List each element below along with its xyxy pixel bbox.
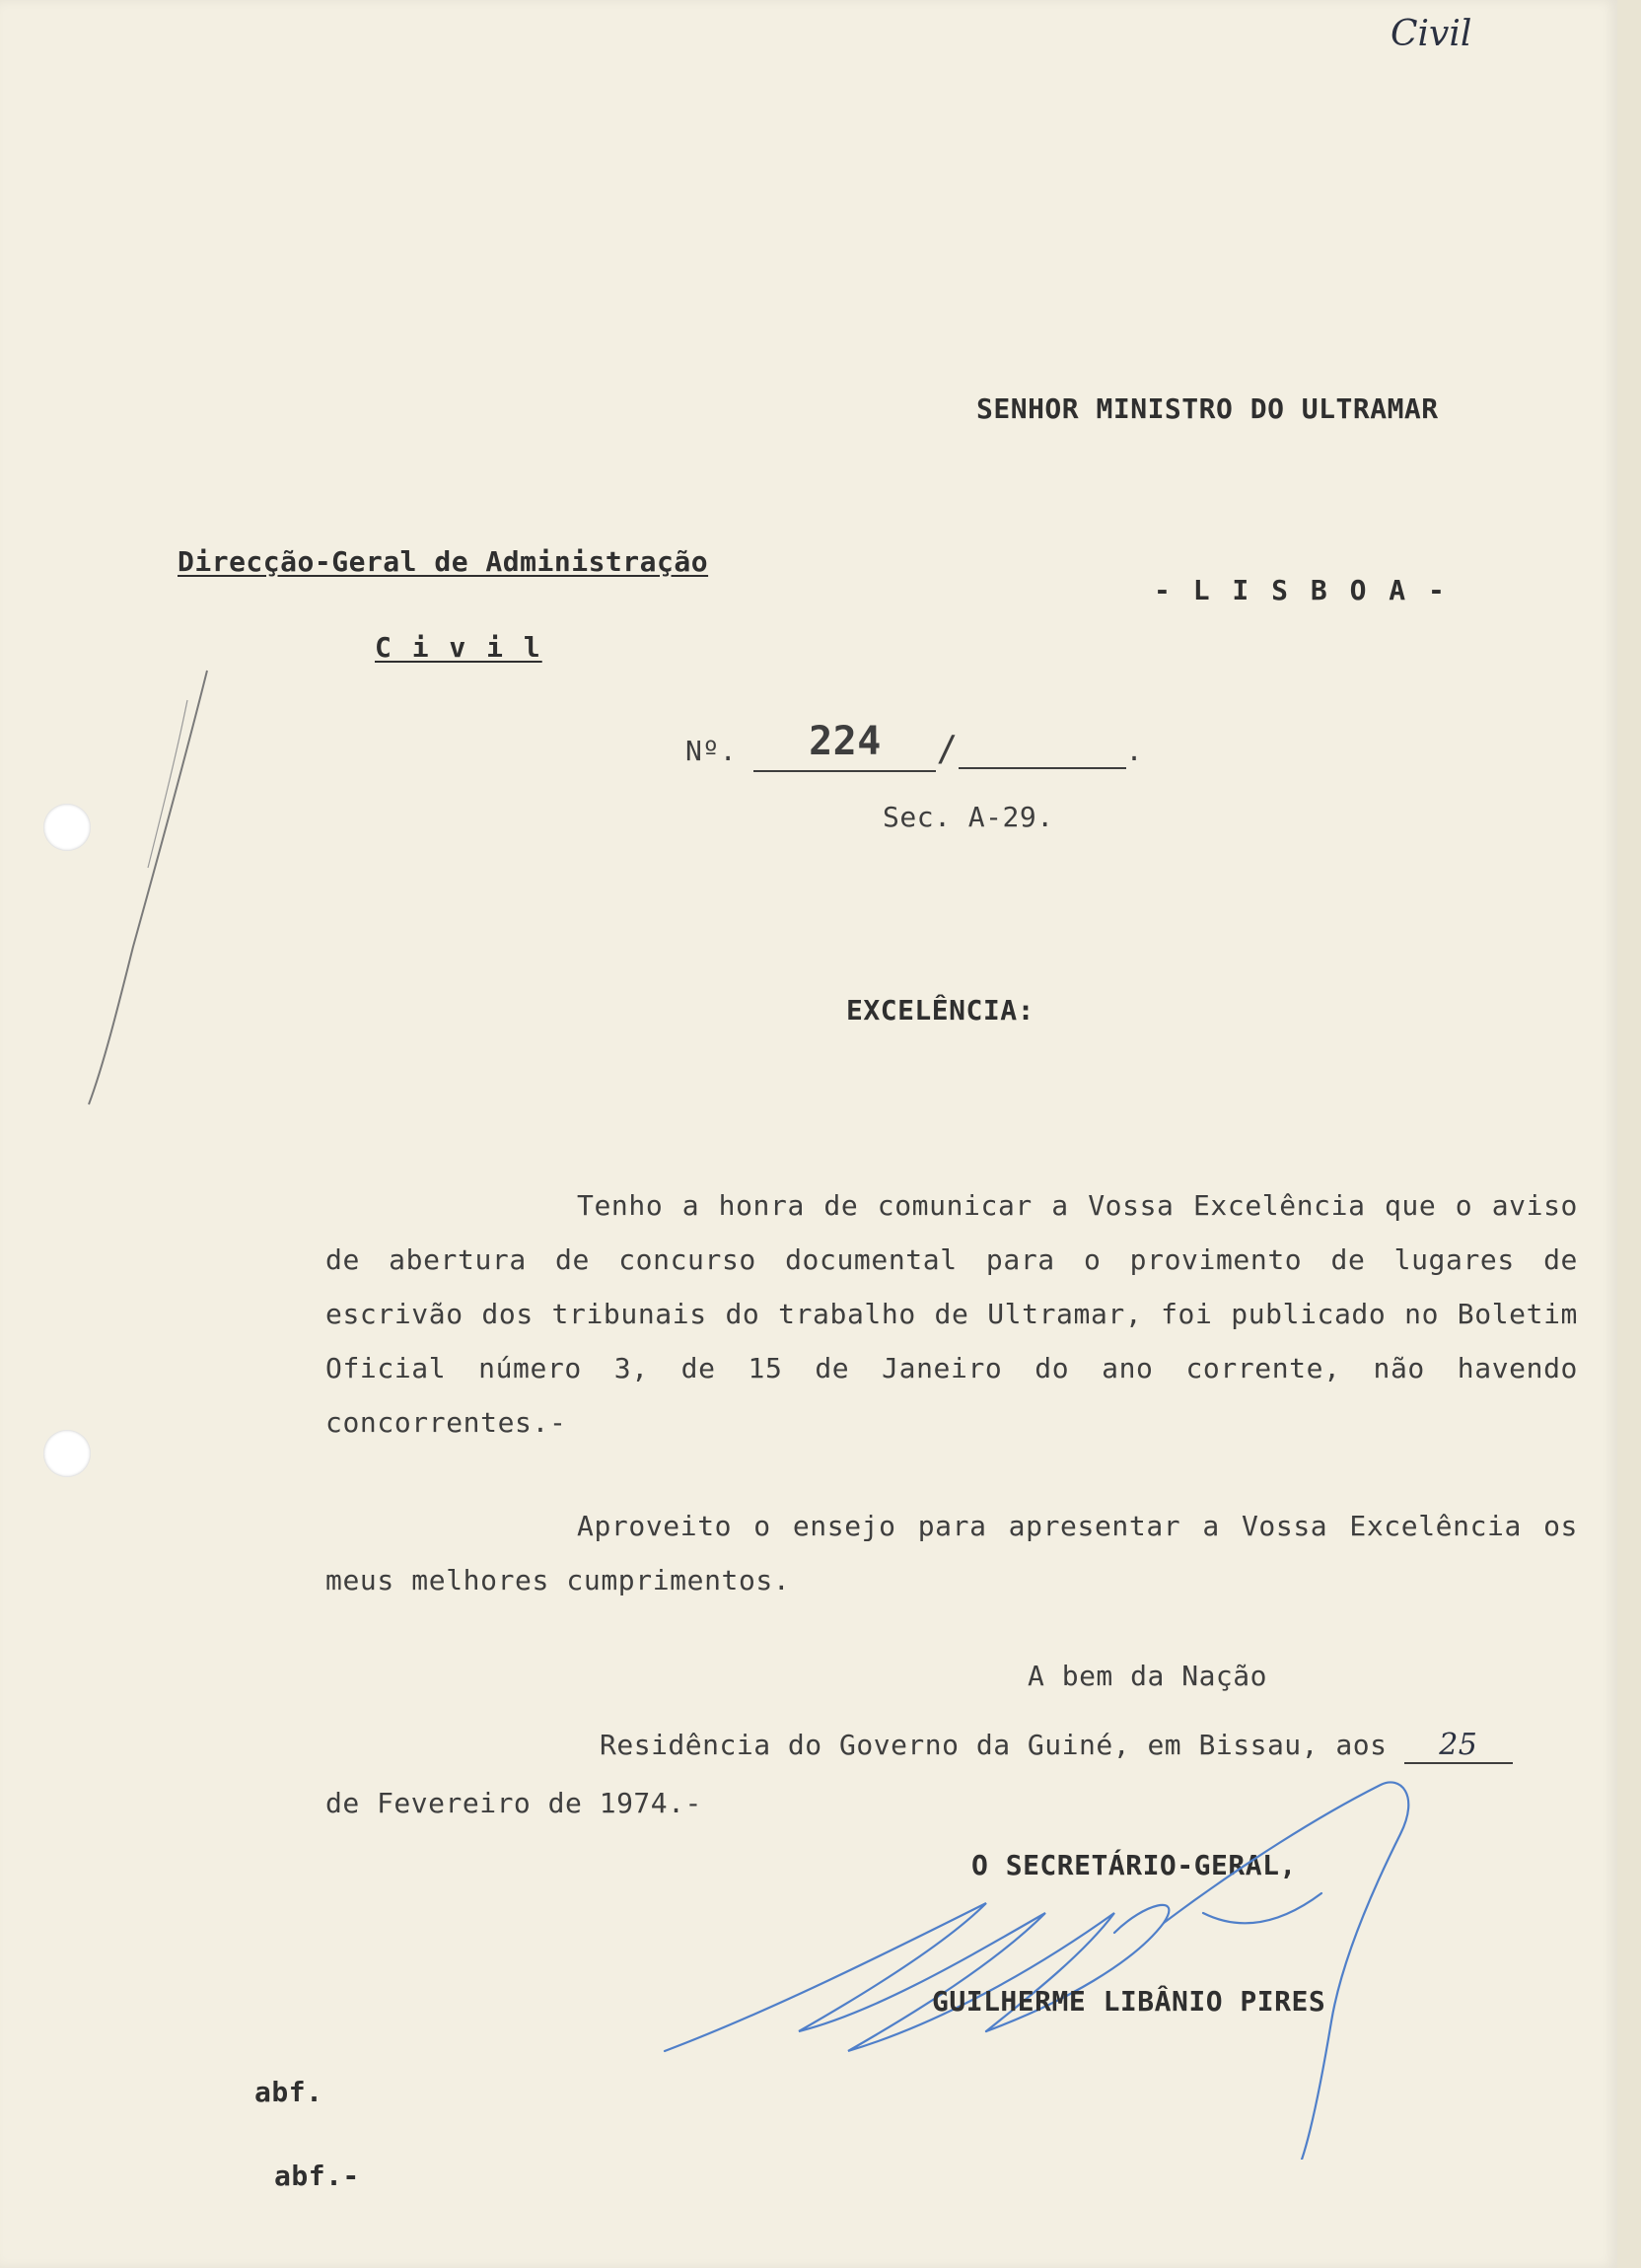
- reference-suffix: .: [1125, 735, 1143, 767]
- signatory-name: GUILHERME LIBÂNIO PIRES: [932, 1985, 1326, 2018]
- addressee: SENHOR MINISTRO DO ULTRAMAR: [976, 392, 1439, 425]
- reference-year-field: [959, 735, 1126, 769]
- closing-day: 25: [1439, 1728, 1478, 1762]
- initials-second: abf.-: [274, 2160, 360, 2192]
- city: - L I S B O A -: [1154, 574, 1448, 606]
- corner-note: Civil: [1391, 14, 1472, 54]
- reference-section: Sec. A-29.: [883, 801, 1054, 833]
- department-line-2: C i v i l: [375, 631, 542, 664]
- punch-hole-bottom: [43, 1430, 91, 1477]
- reference-number: 224: [809, 719, 882, 764]
- closing-place: Residência do Governo da Guiné, em Bissau, aos: [600, 1729, 1388, 1761]
- reference-prefix: Nº.: [685, 735, 738, 767]
- margin-pen-stroke: [39, 661, 217, 1114]
- body-paragraph-2: Aproveito o ensejo para apresentar a Vossa Excelência os meus melhores cumprimentos.: [325, 1510, 1578, 1596]
- punch-hole-top: [43, 804, 91, 851]
- handwritten-signature: [651, 1765, 1440, 2160]
- reference-line: [685, 719, 1143, 772]
- closing-motto: A bem da Nação: [1028, 1660, 1268, 1692]
- reference-number-field: [753, 719, 936, 772]
- closing-day-field: [1404, 1728, 1513, 1764]
- letter-body: [325, 1178, 1578, 1607]
- reference-separator: /: [936, 729, 959, 769]
- department-line-1: Direcção-Geral de Administração: [178, 545, 709, 578]
- salutation: EXCELÊNCIA:: [846, 994, 1035, 1027]
- initials-first: abf.: [254, 2076, 323, 2108]
- signatory-title: O SECRETÁRIO-GERAL,: [971, 1849, 1297, 1881]
- closing-place-line: [600, 1728, 1513, 1764]
- closing-date: de Fevereiro de 1974.-: [325, 1787, 702, 1819]
- body-paragraph-1: Tenho a honra de comunicar a Vossa Excelência que o aviso de abertura de concurso documental para o provimento de lugares de escrivão dos tribunais do trabalho de Ultramar, foi publicado no Boletim Oficial número 3, de 15 de Janeiro do ano corrente, não havendo concorrentes.-: [325, 1189, 1578, 1439]
